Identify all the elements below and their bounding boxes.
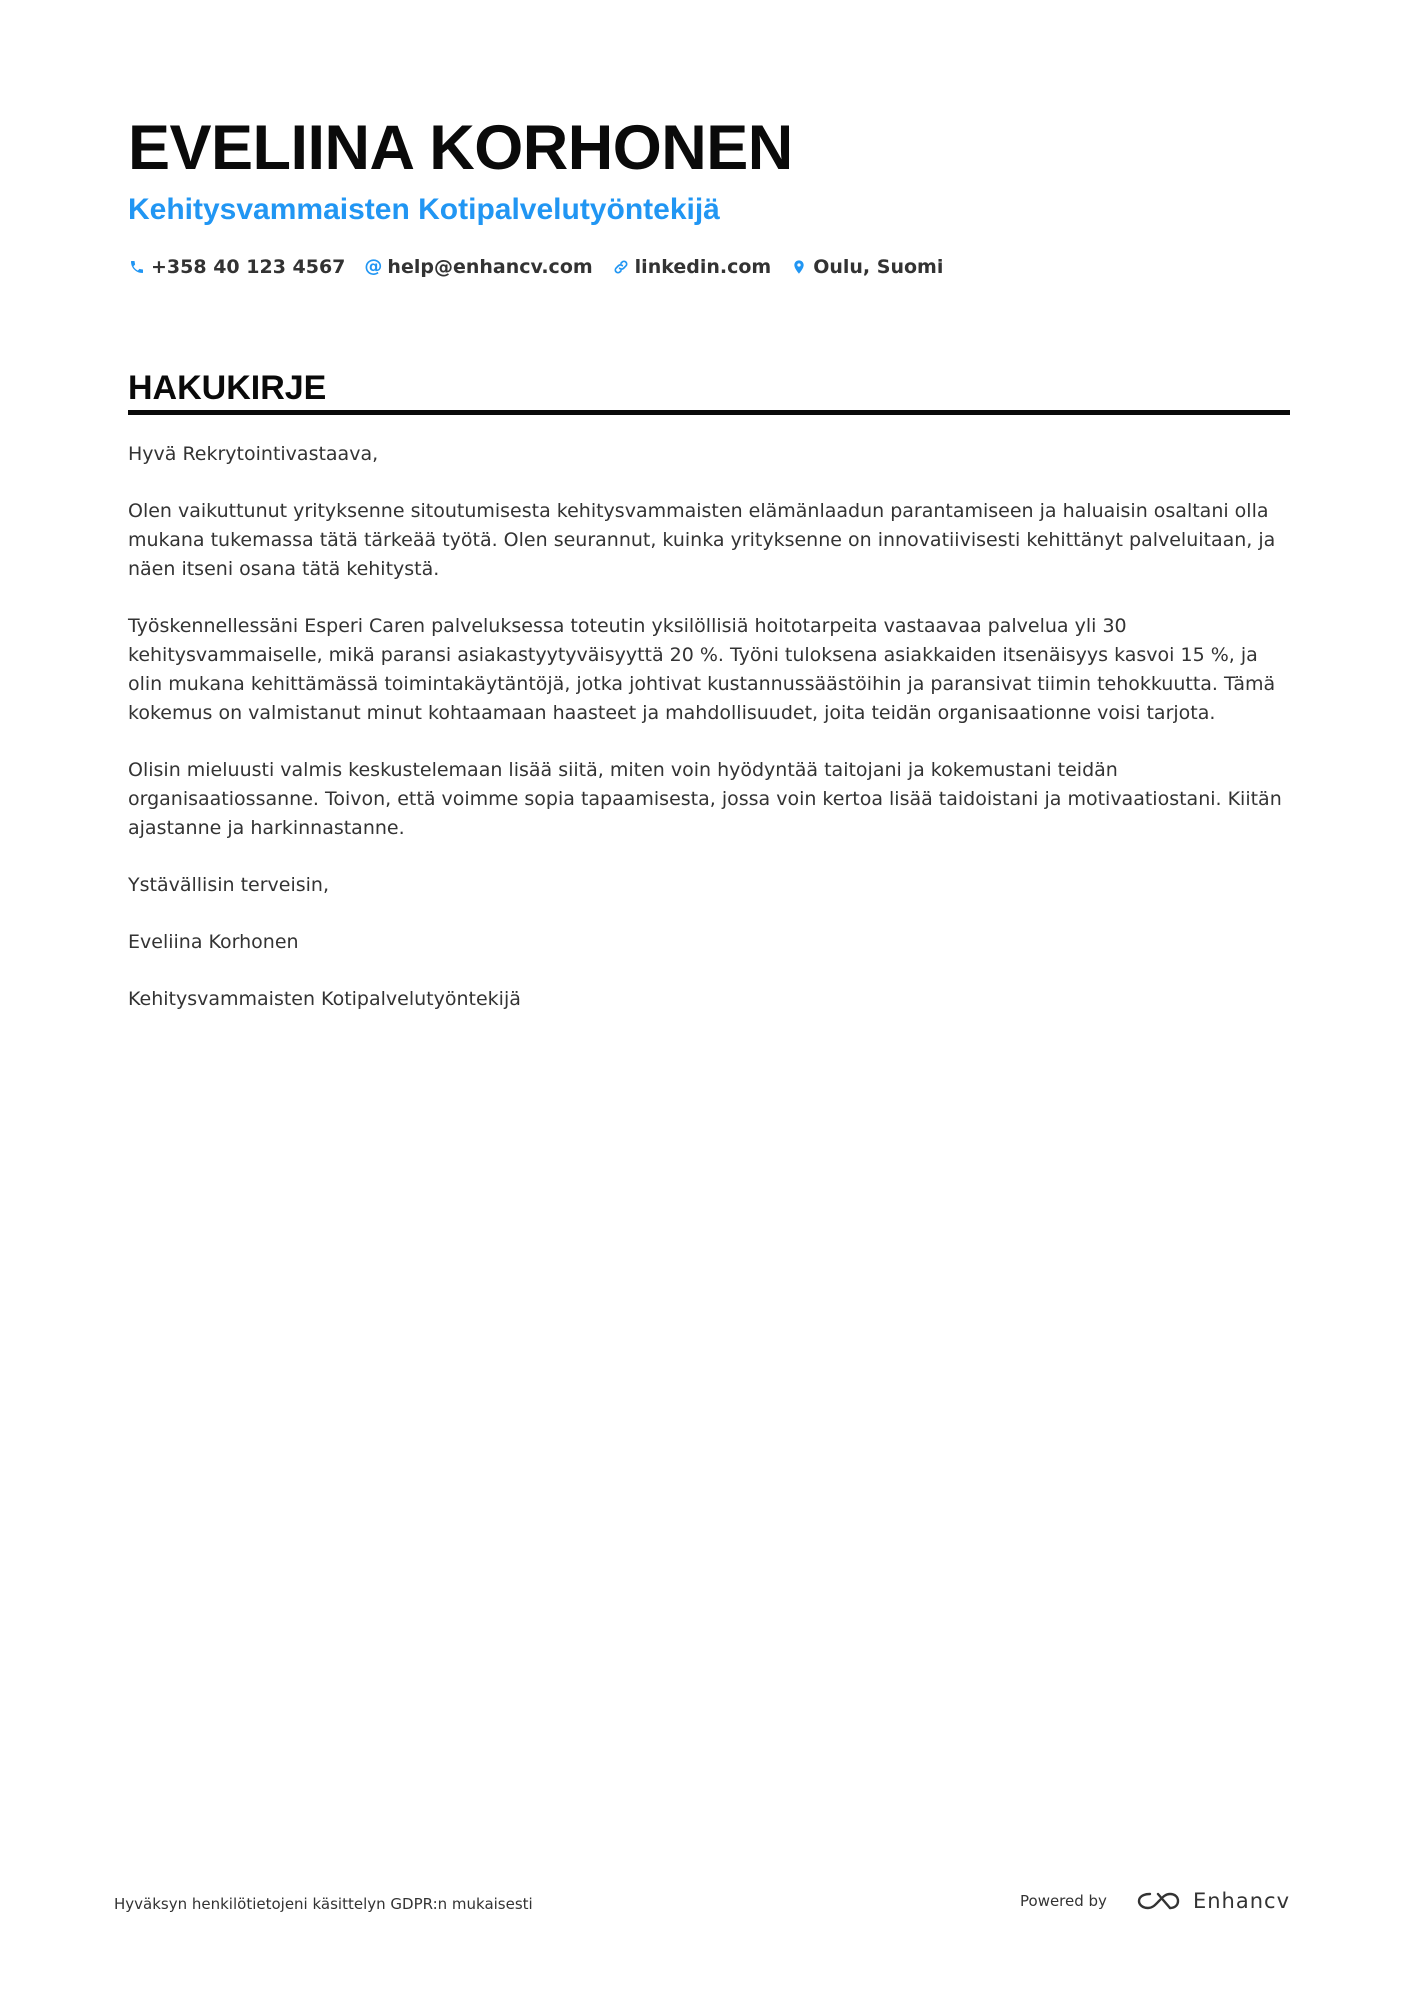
contact-linkedin[interactable]: [612, 256, 772, 278]
letter-paragraph: Olisin mieluusti valmis keskustelemaan lisää siitä, miten voin hyödyntää taitojani ja kokemustani teidän organisaatiossanne. Toivon, että voimme sopia tapaamisesta, jossa voin kertoa lisää taidoistani ja motivaatiostani. Kiitän ajastanne ja harkinnastanne.: [128, 759, 1282, 839]
contact-location: [790, 256, 943, 278]
job-title: Kehitysvammaisten Kotipalvelutyöntekijä: [128, 193, 720, 226]
applicant-name: EVELIINA KORHONEN: [128, 113, 793, 183]
letter-greeting: Hyvä Rekrytointivastaava,: [128, 443, 379, 465]
contact-email[interactable]: [364, 256, 592, 278]
contact-phone-text: +358 40 123 4567: [151, 256, 346, 278]
letter-paragraph: Työskennellessäni Esperi Caren palveluksessa toteutin yksilöllisiä hoitotarpeita vastaavaa palvelua yli 30 kehitysvammaiselle, mikä paransi asiakastyytyväisyyttä 20 %. Työni tuloksena asiakkaiden itsenäisyys kasvoi 15 %, ja olin mukana kehittämässä toimintakäytäntöjä, jotka johtivat kustannussäästöihin ja paransivat tiimin tehokkuutta. Tämä kokemus on valmistanut minut kohtaamaan haasteet ja mahdollisuudet, joita teidän organisaationne voisi tarjota.: [128, 615, 1276, 724]
signature-name: Eveliina Korhonen: [128, 931, 299, 953]
contact-phone[interactable]: [128, 256, 345, 278]
gdpr-consent-text: Hyväksyn henkilötietojeni käsittelyn GDPR:n mukaisesti: [114, 1895, 533, 1913]
section-divider: [128, 410, 1290, 415]
link-icon: [612, 258, 630, 276]
at-icon: @: [364, 256, 383, 277]
contact-location-text: Oulu, Suomi: [813, 256, 944, 278]
letter-paragraph: Olen vaikuttunut yrityksenne sitoutumisesta kehitysvammaisten elämänlaadun parantamiseen ja haluaisin osaltani olla mukana tukemassa tätä tärkeää työtä. Olen seurannut, kuinka yrityksenne on innovatiivisesti kehittänyt palveluitaan, ja näen itseni osana tätä kehitystä.: [128, 500, 1276, 580]
letter-body: [128, 440, 1290, 1042]
section-title: HAKUKIRJE: [128, 369, 327, 407]
contact-bar: [128, 252, 962, 282]
powered-by-badge[interactable]: [1020, 1888, 1290, 1914]
contact-email-text: help@enhancv.com: [387, 256, 593, 278]
letter-closing: Ystävällisin terveisin,: [128, 874, 330, 896]
signature-title: Kehitysvammaisten Kotipalvelutyöntekijä: [128, 988, 521, 1010]
enhancv-brand-name: Enhancv: [1192, 1889, 1290, 1913]
contact-linkedin-text: linkedin.com: [634, 256, 772, 278]
phone-icon: [128, 258, 146, 276]
enhancv-logo-icon: [1135, 1888, 1181, 1914]
powered-by-label: Powered by: [1020, 1892, 1107, 1910]
location-pin-icon: [790, 258, 808, 276]
